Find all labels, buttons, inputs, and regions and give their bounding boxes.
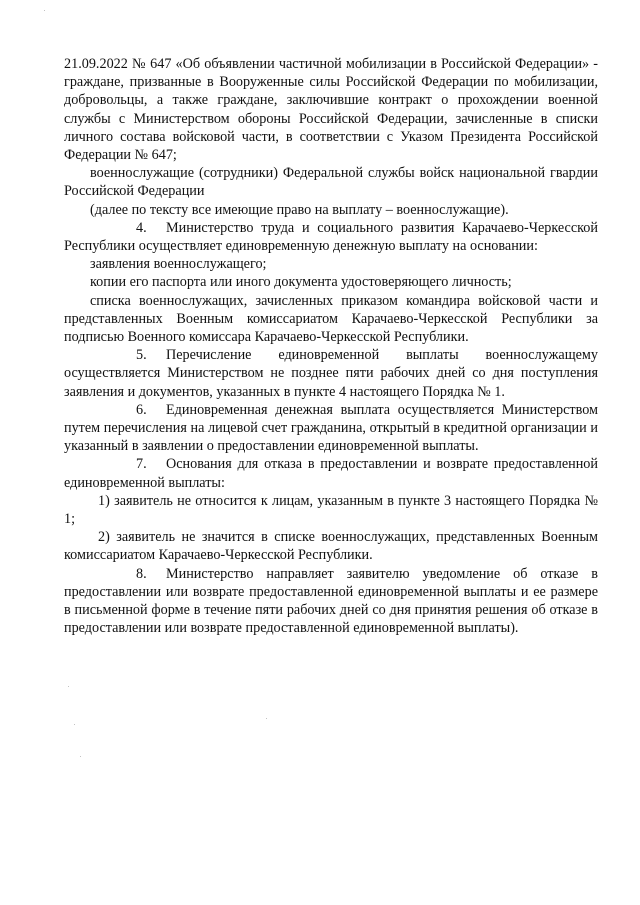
paragraph-10-number: 7. bbox=[136, 456, 147, 473]
paragraph-9-number: 6. bbox=[136, 401, 147, 418]
paragraph-13-text: Министерство направляет заявителю уведомление об отказе в предоставлении или возврате предоставленной единовременной выплаты и ее размере в письменной форме в течение пяти рабочих дней со дня принятия решения об отказе в предоставлении или возврате предоставленной единовременной выплаты). bbox=[64, 565, 598, 637]
paragraph-4-text: Министерство труда и социального развития Карачаево-Черкесской Республики осуществляет единовременную денежную выплату на основании: bbox=[64, 219, 598, 255]
scan-artifact-mark bbox=[74, 724, 75, 725]
paragraph-10-text: Основания для отказа в предоставлении и возврате предоставленной единовременной выплаты: bbox=[64, 456, 598, 491]
paragraph-3: (далее по тексту все имеющие право на выплату – военнослужащие). bbox=[90, 201, 509, 218]
paragraph-7: списка военнослужащих, зачисленных приказом командира войсковой части и представленных Военным комиссариатом Карачаево-Черкесской Республики за подписью Военного комиссара Карачаево-Черкесской Республики. bbox=[64, 292, 598, 346]
scan-artifact-mark bbox=[266, 718, 267, 719]
paragraph-8 bbox=[64, 346, 598, 401]
paragraph-13-number: 8. bbox=[136, 565, 147, 582]
paragraph-9-text: Единовременная денежная выплата осуществляется Министерством путем перечисления на лицевой счет гражданина, открытый в кредитной организации и указанный в заявлении о предоставлении единовременной выплаты. bbox=[64, 401, 598, 455]
paragraph-11: 1) заявитель не относится к лицам, указанным в пункте 3 настоящего Порядка № 1; bbox=[64, 492, 598, 528]
paragraph-1: 21.09.2022 № 647 «Об объявлении частичной мобилизации в Российской Федерации» - граждане, призванные в Вооруженные силы Российской Федерации по мобилизации, добровольцы, а также граждане, заключившие контракт о прохождении военной службы с Министерством обороны Российской Федерации, зачисленные в списки личного состава войсковой части, в соответствии с Указом Президента Российской Федерации № 647; bbox=[64, 56, 598, 164]
paragraph-6: копии его паспорта или иного документа удостоверяющего личность; bbox=[90, 274, 512, 291]
paragraph-13 bbox=[64, 565, 598, 638]
scan-artifact-mark bbox=[80, 756, 81, 757]
paragraph-8-number: 5. bbox=[136, 347, 147, 364]
paragraph-4 bbox=[64, 219, 598, 255]
scan-artifact-mark bbox=[44, 10, 45, 11]
paragraph-5: заявления военнослужащего; bbox=[90, 256, 267, 273]
paragraph-8-text: Перечисление единовременной выплаты военнослужащему осуществляется Министерством не позднее пяти рабочих дней со дня поступления заявления и документов, указанных в пункте 4 настоящего Порядка № 1. bbox=[64, 347, 598, 400]
paragraph-12: 2) заявитель не значится в списке военнослужащих, представленных Военным комиссариатом Карачаево-Черкесской Республики. bbox=[64, 529, 598, 564]
paragraph-9 bbox=[64, 401, 598, 456]
paragraph-4-number: 4. bbox=[136, 219, 147, 236]
scan-artifact-mark bbox=[68, 686, 69, 687]
document-body bbox=[64, 55, 598, 638]
paragraph-2: военнослужащие (сотрудники) Федеральной службы войск национальной гвардии Российской Федерации bbox=[64, 165, 598, 200]
paragraph-10 bbox=[64, 455, 598, 491]
